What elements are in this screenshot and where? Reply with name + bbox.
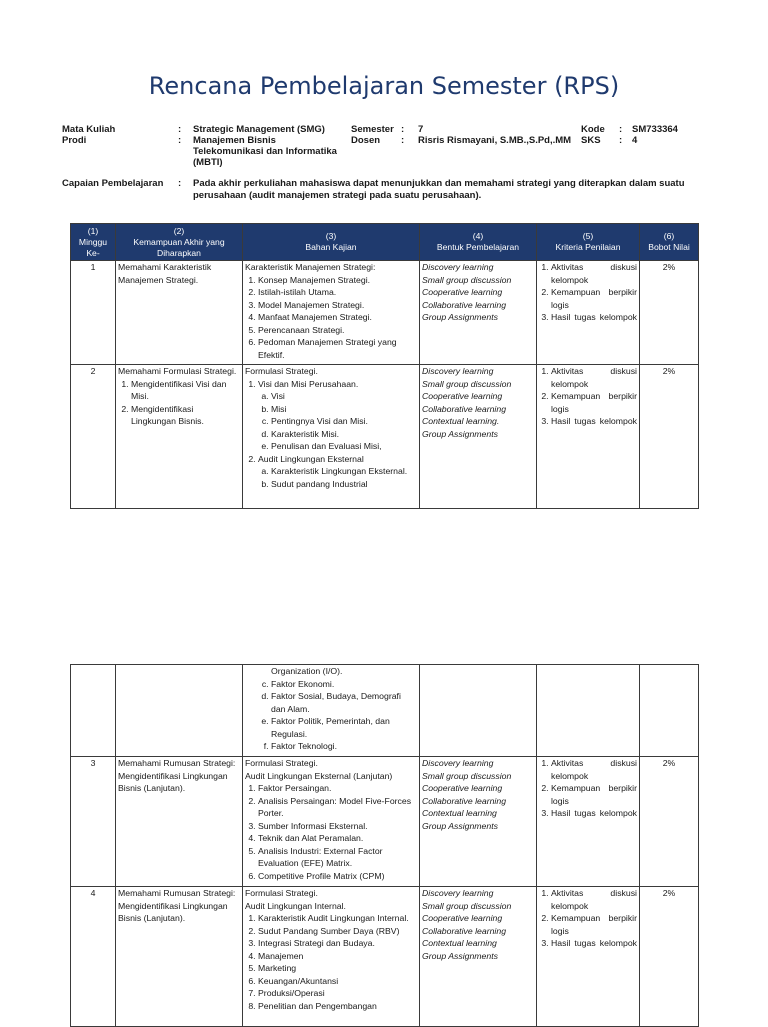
kriteria-cell: 1. Aktivitas diskusi kelompok 2. Kemampuan berpikir logis 3. Hasil tugas kelompok	[537, 757, 640, 887]
kriteria-cell	[537, 665, 640, 757]
bobot-cell: 2%	[640, 757, 699, 887]
semester-value: 7	[418, 124, 424, 135]
bahan-cell: Karakteristik Manajemen Strategi: 1. Konsep Manajemen Strategi. 2. Istilah-istilah Utama. 3. Model Manajemen Strategi. 4. Manfaat Manajemen Strategi. 5. Perencanaan Strategi. 6. Pedoman Manajemen Strategi yang Efektif.	[243, 261, 420, 365]
header-bentuk: (4) Bentuk Pembelajaran	[420, 224, 537, 261]
capaian-label: Capaian Pembelajaran	[62, 178, 164, 189]
bentuk-cell: Discovery learning Small group discussion Cooperative learning Collaborative learning Contextual learning Group Assignments	[420, 887, 537, 1027]
bentuk-cell: Discovery learning Small group discussion Cooperative learning Collaborative learning Group Assignments	[420, 261, 537, 365]
week-cell: 3	[71, 757, 116, 887]
semester-label: Semester	[351, 124, 394, 135]
capaian-value: Pada akhir perkuliahan mahasiswa dapat menunjukkan dan memahami strategi yang diterapkan dalam suatu perusahaan (audit manajemen strategi pada suatu perusahaan).	[193, 178, 685, 201]
kemampuan-cell: Memahami Rumusan Strategi: Mengidentifikasi Lingkungan Bisnis (Lanjutan).	[116, 887, 243, 1027]
table-row	[71, 365, 699, 509]
document-title: Rencana Pembelajaran Semester (RPS)	[148, 72, 620, 100]
header-bahan: (3) Bahan Kajian	[243, 224, 420, 261]
kriteria-cell: 1. Aktivitas diskusi kelompok 2. Kemampuan berpikir logis 3. Hasil tugas kelompok	[537, 261, 640, 365]
course-info	[62, 124, 712, 168]
rps-table-part1	[70, 223, 699, 509]
colon: :	[401, 135, 405, 146]
table-row	[71, 887, 699, 1027]
table-row	[71, 261, 699, 365]
bobot-cell: 2%	[640, 887, 699, 1027]
kemampuan-cell	[116, 665, 243, 757]
colon: :	[619, 124, 623, 135]
header-kriteria: (5) Kriteria Penilaian	[537, 224, 640, 261]
prodi-value-line2: Telekomunikasi dan Informatika	[193, 146, 337, 157]
bentuk-cell: Discovery learning Small group discussion Cooperative learning Collaborative learning Contextual learning Group Assignments	[420, 757, 537, 887]
dosen-label: Dosen	[351, 135, 381, 146]
header-bobot: (6) Bobot Nilai	[640, 224, 699, 261]
week-cell: 4	[71, 887, 116, 1027]
mata-kuliah-value: Strategic Management (SMG)	[193, 124, 325, 135]
colon: :	[178, 178, 182, 189]
kemampuan-cell: Memahami Karakteristik Manajemen Strategi.	[116, 261, 243, 365]
week-cell: 1	[71, 261, 116, 365]
table-row	[71, 757, 699, 887]
kemampuan-cell: Memahami Formulasi Strategi. 1. Mengidentifikasi Visi dan Misi. 2. Mengidentifikasi Lingkungan Bisnis.	[116, 365, 243, 509]
kemampuan-cell: Memahami Rumusan Strategi: Mengidentifikasi Lingkungan Bisnis (Lanjutan).	[116, 757, 243, 887]
bobot-cell: 2%	[640, 261, 699, 365]
bobot-cell: 2%	[640, 365, 699, 509]
sks-label: SKS	[581, 135, 601, 146]
sks-value: 4	[632, 135, 638, 146]
colon: :	[178, 124, 182, 135]
kode-label: Kode	[581, 124, 605, 135]
bentuk-cell	[420, 665, 537, 757]
bobot-cell	[640, 665, 699, 757]
bahan-cell: Formulasi Strategi. 1. Visi dan Misi Perusahaan. a. Visi b. Misi c. Pentingnya Visi dan Misi. d. Karakteristik Misi. e. Penulisan dan Evaluasi Misi, 2. Audit Lingkungan Eksternal a. Karakteristik Lingkungan Eksternal. b. Sudut pandang Industrial	[243, 365, 420, 509]
header-minggu: (1) Minggu Ke-	[71, 224, 116, 261]
mata-kuliah-label: Mata Kuliah	[62, 124, 116, 135]
kriteria-cell: 1. Aktivitas diskusi kelompok 2. Kemampuan berpikir logis 3. Hasil tugas kelompok	[537, 887, 640, 1027]
prodi-value-line3: (MBTI)	[193, 157, 223, 168]
week-cell	[71, 665, 116, 757]
bentuk-cell: Discovery learning Small group discussion Cooperative learning Collaborative learning Contextual learning. Group Assignments	[420, 365, 537, 509]
bahan-cell: Organization (I/O). c. Faktor Ekonomi. d. Faktor Sosial, Budaya, Demografi dan Alam. e. Faktor Politik, Pemerintah, dan Regulasi. f. Faktor Teknologi.	[243, 665, 420, 757]
week-cell: 2	[71, 365, 116, 509]
bahan-cell: Formulasi Strategi. Audit Lingkungan Internal. 1. Karakteristik Audit Lingkungan Internal. 2. Sudut Pandang Sumber Daya (RBV) 3. Integrasi Strategi dan Budaya. 4. Manajemen 5. Marketing 6. Keuangan/Akuntansi 7. Produksi/Operasi 8. Penelitian dan Pengembangan	[243, 887, 420, 1027]
kriteria-cell: 1. Aktivitas diskusi kelompok 2. Kemampuan berpikir logis 3. Hasil tugas kelompok	[537, 365, 640, 509]
colon: :	[178, 135, 182, 146]
kode-value: SM733364	[632, 124, 678, 135]
colon: :	[401, 124, 405, 135]
colon: :	[619, 135, 623, 146]
rps-table-part2	[70, 664, 699, 1027]
bahan-cell: Formulasi Strategi. Audit Lingkungan Eksternal (Lanjutan) 1. Faktor Persaingan. 2. Analisis Persaingan: Model Five-Forces Porter. 3. Sumber Informasi Eksternal. 4. Teknik dan Alat Peramalan. 5. Analisis Industri: External Factor Evaluation (EFE) Matrix. 6. Competitive Profile Matrix (CPM)	[243, 757, 420, 887]
dosen-value: Risris Rismayani, S.MB.,S.Pd,.MM	[418, 135, 572, 146]
prodi-label: Prodi	[62, 135, 87, 146]
prodi-value: Manajemen Bisnis	[193, 135, 276, 146]
header-kemampuan: (2) Kemampuan Akhir yang Diharapkan	[116, 224, 243, 261]
table-row	[71, 665, 699, 757]
